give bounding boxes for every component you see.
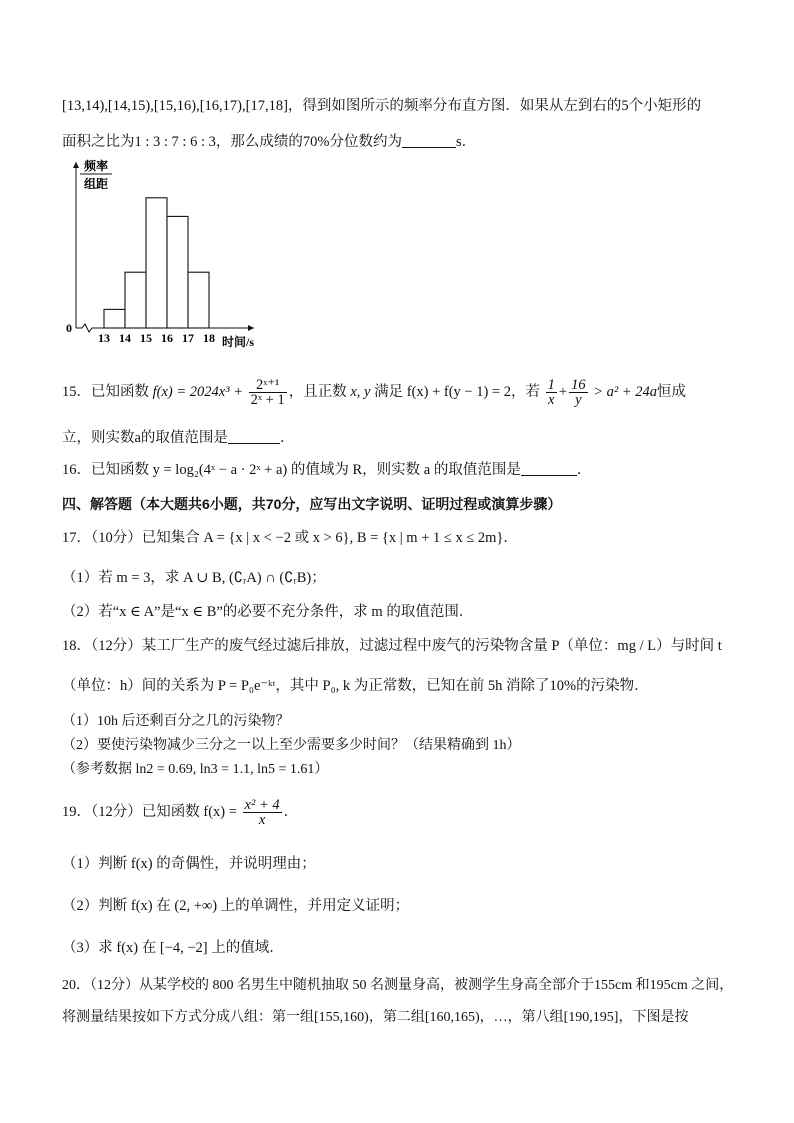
interval-list: [13,14),[14,15),[15,16),[16,17),[17,18]	[62, 98, 288, 114]
question-15: 15．已知函数 f(x) = 2024x³ + $\frac{\text{2ˣ⁺¹}}{\text{2ˣ + 1}}$ ，且正数 x, y 满足 f(x) + f(y − 1) = 2，若 $\frac{1}{x}$ + $\frac{16}{y}$ > a² + 24a恒成	[62, 377, 686, 409]
x-axis-label: 时间/s	[222, 335, 255, 349]
histogram-bar	[125, 272, 146, 328]
question-17-stem: 17．（10分）已知集合 A = {x | x < −2 或 x > 6}, B = {x | m + 1 ≤ x ≤ 2m}．	[62, 530, 518, 546]
y-label-bottom: 组距	[84, 177, 109, 191]
question-18-part-1: （1）10h 后还剩百分之几的污染物？	[62, 714, 290, 729]
histogram-bars	[104, 198, 209, 328]
frequency-histogram	[62, 156, 262, 352]
question-19-stem: 19．（12分）已知函数 f(x) = $\frac{\text{x² + 4}}{x}$ ．	[62, 797, 299, 829]
x-axis-arrow	[248, 325, 254, 331]
question-18-stem-2: （单位：h）间的关系为 P = P₀e⁻ᵏᵗ，其中 P₀, k 为正常数，已知在前 5h 消除了10%的污染物．	[62, 678, 649, 694]
x-tick-label: 14	[119, 331, 131, 345]
question-19-part-3: （3）求 f(x) 在 [−4, −2] 上的值域．	[62, 940, 284, 956]
histogram-x-ticks	[98, 331, 215, 345]
intro-line-2: 面积之比为1 : 3 : 7 : 6 : 3，那么成绩的70%分位数约为 s．	[62, 134, 477, 150]
question-18-part-2: （2）要使污染物减少三分之一以上至少需要多少时间？（结果精确到 1h）	[62, 738, 521, 753]
x-tick-label: 13	[98, 331, 110, 345]
histogram-bar	[167, 216, 188, 328]
q19-fraction: $\frac{\text{x² + 4}}{x}$	[244, 797, 280, 829]
question-19-part-1: （1）判断 f(x) 的奇偶性，并说明理由；	[62, 856, 316, 872]
intro-line-1: [13,14),[14,15),[15,16),[16,17),[17,18]，得到如图所示的频率分布直方图．如果从左到右的5个小矩形的	[62, 98, 702, 114]
answer-blank-14[interactable]	[402, 133, 456, 148]
question-19-part-2: （2）判断 f(x) 在 (2, +∞) 上的单调性，并用定义证明；	[62, 898, 410, 914]
y-label-top: 频率	[84, 159, 109, 173]
x-tick-label: 15	[140, 331, 152, 345]
question-16: 16．已知函数 y = log₂(4ˣ − a · 2ˣ + a) 的值域为 R，则实数 a 的取值范围是 ．	[62, 462, 592, 478]
section-4-heading: 四、解答题（本大题共6小题，共70分，应写出文字说明、证明过程或演算步骤）	[62, 496, 562, 512]
question-17-part-1: （1）若 m = 3，求 A ∪ B, (∁ᵣA) ∩ (∁ᵣB)；	[62, 570, 326, 586]
question-15-line-2: 立，则实数a的取值范围是 ．	[62, 430, 295, 446]
histogram-bar	[188, 272, 209, 328]
answer-blank-15[interactable]	[228, 429, 280, 444]
question-20-line-2: 将测量结果按如下方式分成八组：第一组[155,160)，第二组[160,165)，…，第八组[190,195]，下图是按	[62, 1010, 689, 1025]
origin-label: 0	[66, 321, 72, 335]
question-20-line-1: 20．（12分）从某学校的 800 名男生中随机抽取 50 名测量身高，被测学生身高全部介于155cm 和195cm 之间，	[62, 978, 734, 993]
question-18-reference: （参考数据 ln2 = 0.69, ln3 = 1.1, ln5 = 1.61）	[62, 762, 329, 777]
question-18-stem-1: 18．（12分）某工厂生产的废气经过滤后排放，过滤过程中废气的污染物含量 P（单位：mg / L）与时间 t	[62, 638, 722, 654]
y-axis-arrow	[73, 162, 79, 168]
x-tick-label: 16	[161, 331, 173, 345]
answer-blank-16[interactable]	[521, 461, 577, 476]
histogram-bar	[104, 309, 125, 328]
histogram-bar	[146, 198, 167, 328]
x-tick-label: 17	[182, 331, 194, 345]
x-tick-label: 18	[203, 331, 215, 345]
question-17-part-2: （2）若“x ∈ A”是“x ∈ B”的必要不充分条件，求 m 的取值范围．	[62, 604, 474, 620]
area-ratio: 1 : 3 : 7 : 6 : 3	[134, 134, 216, 150]
q15-fraction: $\frac{\text{2ˣ⁺¹}}{\text{2ˣ + 1}}$	[250, 377, 285, 409]
